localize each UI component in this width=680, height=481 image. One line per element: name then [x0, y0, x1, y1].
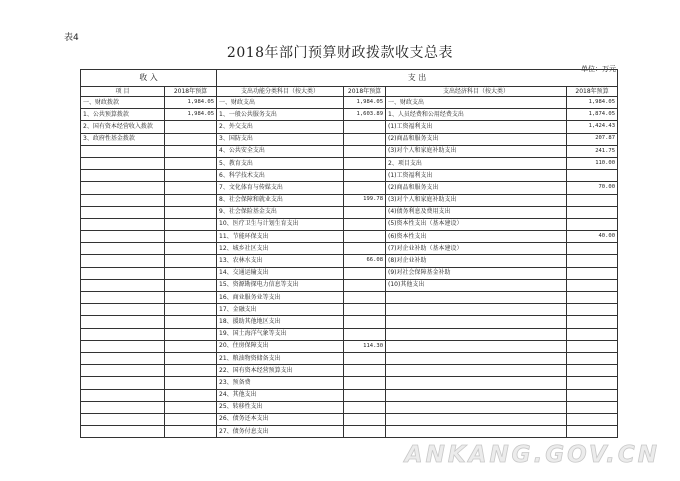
- econ-value-cell: [567, 401, 618, 413]
- table-row: [81, 133, 618, 145]
- econ-value-cell: [567, 352, 618, 364]
- income-value-cell: [165, 170, 217, 182]
- unit-label: 单位：万元: [581, 65, 616, 73]
- budget-table: [80, 69, 618, 438]
- func-item-cell: 15、资源勘探电力信息等支出: [217, 279, 344, 291]
- econ-value-cell: [567, 340, 618, 352]
- econ-value-cell: [567, 194, 618, 206]
- func-item-cell: 13、农林水支出: [217, 255, 344, 267]
- econ-item-cell: (1)工资福利支出: [386, 170, 567, 182]
- table-row: [81, 340, 618, 352]
- income-item-cell: [81, 194, 165, 206]
- econ-value-cell: [567, 377, 618, 389]
- func-value-cell: [344, 413, 386, 425]
- table-row: [81, 97, 618, 109]
- income-value-cell: [165, 401, 217, 413]
- table-row: [81, 279, 618, 291]
- econ-value-cell: [567, 389, 618, 401]
- col-econ-budget: 2018年预算: [567, 87, 618, 97]
- econ-item-cell: 一、财政支出: [386, 97, 567, 109]
- func-item-cell: 2、外交支出: [217, 121, 344, 133]
- func-item-cell: 12、城乡社区支出: [217, 243, 344, 255]
- table-row: [81, 145, 618, 157]
- income-item-cell: [81, 145, 165, 157]
- func-item-cell: 6、科学技术支出: [217, 170, 344, 182]
- income-item-cell: [81, 389, 165, 401]
- income-value-cell: [165, 426, 217, 438]
- func-value-cell: [344, 328, 386, 340]
- income-item-cell: [81, 304, 165, 316]
- income-item-cell: [81, 365, 165, 377]
- income-item-cell: [81, 255, 165, 267]
- func-item-cell: 26、债务还本支出: [217, 413, 344, 425]
- econ-value-cell: 40.00: [567, 231, 618, 243]
- income-item-cell: [81, 157, 165, 169]
- income-header: 收 入: [81, 70, 217, 87]
- func-value-cell: [344, 218, 386, 230]
- income-value-cell: [165, 157, 217, 169]
- econ-item-cell: (2)商品和服务支出: [386, 133, 567, 145]
- income-value-cell: [165, 389, 217, 401]
- econ-item-cell: (1)工资福利支出: [386, 121, 567, 133]
- func-item-cell: 17、金融支出: [217, 304, 344, 316]
- econ-item-cell: (4)债务利息及费用支出: [386, 206, 567, 218]
- income-item-cell: [81, 243, 165, 255]
- income-value-cell: [165, 206, 217, 218]
- col-income-budget: 2018年预算: [165, 87, 217, 97]
- table-header-main: [81, 70, 618, 87]
- econ-value-cell: [567, 170, 618, 182]
- func-value-cell: [344, 133, 386, 145]
- func-value-cell: 1,984.05: [344, 97, 386, 109]
- func-value-cell: [344, 206, 386, 218]
- table-row: [81, 267, 618, 279]
- income-value-cell: [165, 267, 217, 279]
- func-item-cell: 16、商业服务业等支出: [217, 292, 344, 304]
- income-value-cell: [165, 340, 217, 352]
- econ-item-cell: (5)资本性支出（基本建设）: [386, 218, 567, 230]
- income-value-cell: [165, 377, 217, 389]
- income-item-cell: [81, 316, 165, 328]
- table-row: [81, 157, 618, 169]
- func-value-cell: [344, 121, 386, 133]
- econ-value-cell: [567, 292, 618, 304]
- econ-value-cell: 207.87: [567, 133, 618, 145]
- income-item-cell: [81, 328, 165, 340]
- income-value-cell: [165, 182, 217, 194]
- income-item-cell: [81, 170, 165, 182]
- table-row: [81, 170, 618, 182]
- income-item-cell: 3、政府性基金拨款: [81, 133, 165, 145]
- col-econ-subject: 支出经济科目（按大类）: [386, 87, 567, 97]
- func-value-cell: [344, 170, 386, 182]
- page-title: 2018年部门预算财政拨款收支总表: [226, 45, 454, 61]
- econ-item-cell: [386, 352, 567, 364]
- econ-value-cell: [567, 413, 618, 425]
- income-item-cell: [81, 292, 165, 304]
- income-item-cell: [81, 231, 165, 243]
- income-value-cell: [165, 352, 217, 364]
- func-item-cell: 21、粮油物资储备支出: [217, 352, 344, 364]
- func-value-cell: [344, 377, 386, 389]
- income-item-cell: [81, 218, 165, 230]
- econ-value-cell: 1,984.05: [567, 97, 618, 109]
- func-item-cell: 一、财政支出: [217, 97, 344, 109]
- econ-value-cell: 110.00: [567, 157, 618, 169]
- func-value-cell: [344, 389, 386, 401]
- table-row: [81, 352, 618, 364]
- func-item-cell: 5、教育支出: [217, 157, 344, 169]
- table-row: [81, 243, 618, 255]
- func-item-cell: 1、一般公共服务支出: [217, 109, 344, 121]
- econ-value-cell: [567, 267, 618, 279]
- econ-item-cell: (3)对个人和家庭补助支出: [386, 194, 567, 206]
- table-row: [81, 328, 618, 340]
- table-row: [81, 389, 618, 401]
- income-item-cell: [81, 267, 165, 279]
- table-row: [81, 121, 618, 133]
- func-value-cell: [344, 182, 386, 194]
- func-item-cell: 7、文化体育与传媒支出: [217, 182, 344, 194]
- func-item-cell: 25、转移性支出: [217, 401, 344, 413]
- income-value-cell: [165, 243, 217, 255]
- econ-item-cell: (9)对社会保障基金补助: [386, 267, 567, 279]
- econ-item-cell: [386, 340, 567, 352]
- income-item-cell: 2、国有资本经营收入拨款: [81, 121, 165, 133]
- econ-item-cell: [386, 365, 567, 377]
- econ-item-cell: 2、项目支出: [386, 157, 567, 169]
- econ-item-cell: (6)资本性支出: [386, 231, 567, 243]
- econ-item-cell: (3)对个人和家庭补助支出: [386, 145, 567, 157]
- econ-value-cell: 1,874.05: [567, 109, 618, 121]
- econ-item-cell: [386, 401, 567, 413]
- func-value-cell: [344, 401, 386, 413]
- func-value-cell: [344, 426, 386, 438]
- econ-value-cell: 241.75: [567, 145, 618, 157]
- func-item-cell: 3、国防支出: [217, 133, 344, 145]
- func-item-cell: 22、国有资本经营预算支出: [217, 365, 344, 377]
- income-value-cell: [165, 255, 217, 267]
- func-item-cell: 10、医疗卫生与计划生育支出: [217, 218, 344, 230]
- income-value-cell: [165, 145, 217, 157]
- table-row: [81, 401, 618, 413]
- income-value-cell: [165, 328, 217, 340]
- econ-item-cell: [386, 413, 567, 425]
- func-value-cell: 114.30: [344, 340, 386, 352]
- econ-item-cell: (7)对企业补助（基本建设）: [386, 243, 567, 255]
- func-item-cell: 18、援助其他地区支出: [217, 316, 344, 328]
- col-func-subject: 支出功能分类科目（按大类）: [217, 87, 344, 97]
- table-row: [81, 365, 618, 377]
- econ-item-cell: [386, 426, 567, 438]
- func-value-cell: 199.78: [344, 194, 386, 206]
- econ-item-cell: (8)对企业补助: [386, 255, 567, 267]
- econ-item-cell: [386, 292, 567, 304]
- income-value-cell: [165, 292, 217, 304]
- func-value-cell: [344, 365, 386, 377]
- func-value-cell: [344, 352, 386, 364]
- econ-value-cell: [567, 426, 618, 438]
- income-item-cell: [81, 401, 165, 413]
- econ-item-cell: (2)商品和服务支出: [386, 182, 567, 194]
- econ-value-cell: 70.00: [567, 182, 618, 194]
- func-value-cell: [344, 292, 386, 304]
- table-row: [81, 292, 618, 304]
- income-item-cell: [81, 206, 165, 218]
- func-item-cell: 8、社会保障和就业支出: [217, 194, 344, 206]
- income-item-cell: [81, 377, 165, 389]
- table-row: [81, 413, 618, 425]
- econ-value-cell: [567, 304, 618, 316]
- econ-value-cell: [567, 328, 618, 340]
- func-value-cell: [344, 279, 386, 291]
- func-value-cell: [344, 304, 386, 316]
- econ-value-cell: [567, 255, 618, 267]
- table-row: [81, 316, 618, 328]
- income-value-cell: [165, 121, 217, 133]
- income-value-cell: 1,984.05: [165, 109, 217, 121]
- table-row: [81, 182, 618, 194]
- econ-value-cell: [567, 218, 618, 230]
- econ-value-cell: [567, 279, 618, 291]
- func-item-cell: 14、交通运输支出: [217, 267, 344, 279]
- col-func-budget: 2018年预算: [344, 87, 386, 97]
- econ-item-cell: [386, 304, 567, 316]
- func-item-cell: 11、节能环保支出: [217, 231, 344, 243]
- func-value-cell: [344, 157, 386, 169]
- income-item-cell: [81, 426, 165, 438]
- table-row: [81, 304, 618, 316]
- income-value-cell: [165, 279, 217, 291]
- income-value-cell: [165, 365, 217, 377]
- watermark: ANKANG.GOV.CN: [404, 442, 660, 468]
- func-item-cell: 19、国土海洋气象等支出: [217, 328, 344, 340]
- econ-item-cell: [386, 328, 567, 340]
- table-row: [81, 377, 618, 389]
- econ-item-cell: (10)其他支出: [386, 279, 567, 291]
- func-item-cell: 9、社会保险基金支出: [217, 206, 344, 218]
- func-item-cell: 24、其他支出: [217, 389, 344, 401]
- income-value-cell: 1,984.05: [165, 97, 217, 109]
- income-item-cell: [81, 352, 165, 364]
- income-value-cell: [165, 413, 217, 425]
- func-item-cell: 4、公共安全支出: [217, 145, 344, 157]
- table-header-sub: [81, 87, 618, 97]
- table-row: [81, 255, 618, 267]
- func-item-cell: 27、债务付息支出: [217, 426, 344, 438]
- income-value-cell: [165, 194, 217, 206]
- func-value-cell: [344, 231, 386, 243]
- table-row: [81, 194, 618, 206]
- econ-value-cell: 1,424.43: [567, 121, 618, 133]
- expense-header: 支 出: [217, 70, 618, 87]
- econ-item-cell: [386, 316, 567, 328]
- income-value-cell: [165, 133, 217, 145]
- table-row: [81, 206, 618, 218]
- econ-item-cell: [386, 389, 567, 401]
- econ-value-cell: [567, 243, 618, 255]
- econ-item-cell: 1、人员经费和公用经费支出: [386, 109, 567, 121]
- func-item-cell: 20、住房保障支出: [217, 340, 344, 352]
- income-item-cell: 一、财政拨款: [81, 97, 165, 109]
- income-value-cell: [165, 218, 217, 230]
- income-item-cell: [81, 413, 165, 425]
- income-item-cell: [81, 182, 165, 194]
- econ-value-cell: [567, 316, 618, 328]
- econ-value-cell: [567, 206, 618, 218]
- income-item-cell: [81, 340, 165, 352]
- table-row: [81, 426, 618, 438]
- func-item-cell: 23、预备费: [217, 377, 344, 389]
- income-value-cell: [165, 304, 217, 316]
- func-value-cell: [344, 145, 386, 157]
- income-value-cell: [165, 316, 217, 328]
- econ-value-cell: [567, 365, 618, 377]
- func-value-cell: 66.08: [344, 255, 386, 267]
- table-row: [81, 109, 618, 121]
- table-row: [81, 231, 618, 243]
- income-item-cell: 1、公共预算拨款: [81, 109, 165, 121]
- func-value-cell: [344, 316, 386, 328]
- income-item-cell: [81, 279, 165, 291]
- func-value-cell: [344, 243, 386, 255]
- func-value-cell: 1,603.89: [344, 109, 386, 121]
- econ-item-cell: [386, 377, 567, 389]
- page-label: 表4: [64, 33, 79, 43]
- func-value-cell: [344, 267, 386, 279]
- table-row: [81, 218, 618, 230]
- col-item: 项 目: [81, 87, 165, 97]
- income-value-cell: [165, 231, 217, 243]
